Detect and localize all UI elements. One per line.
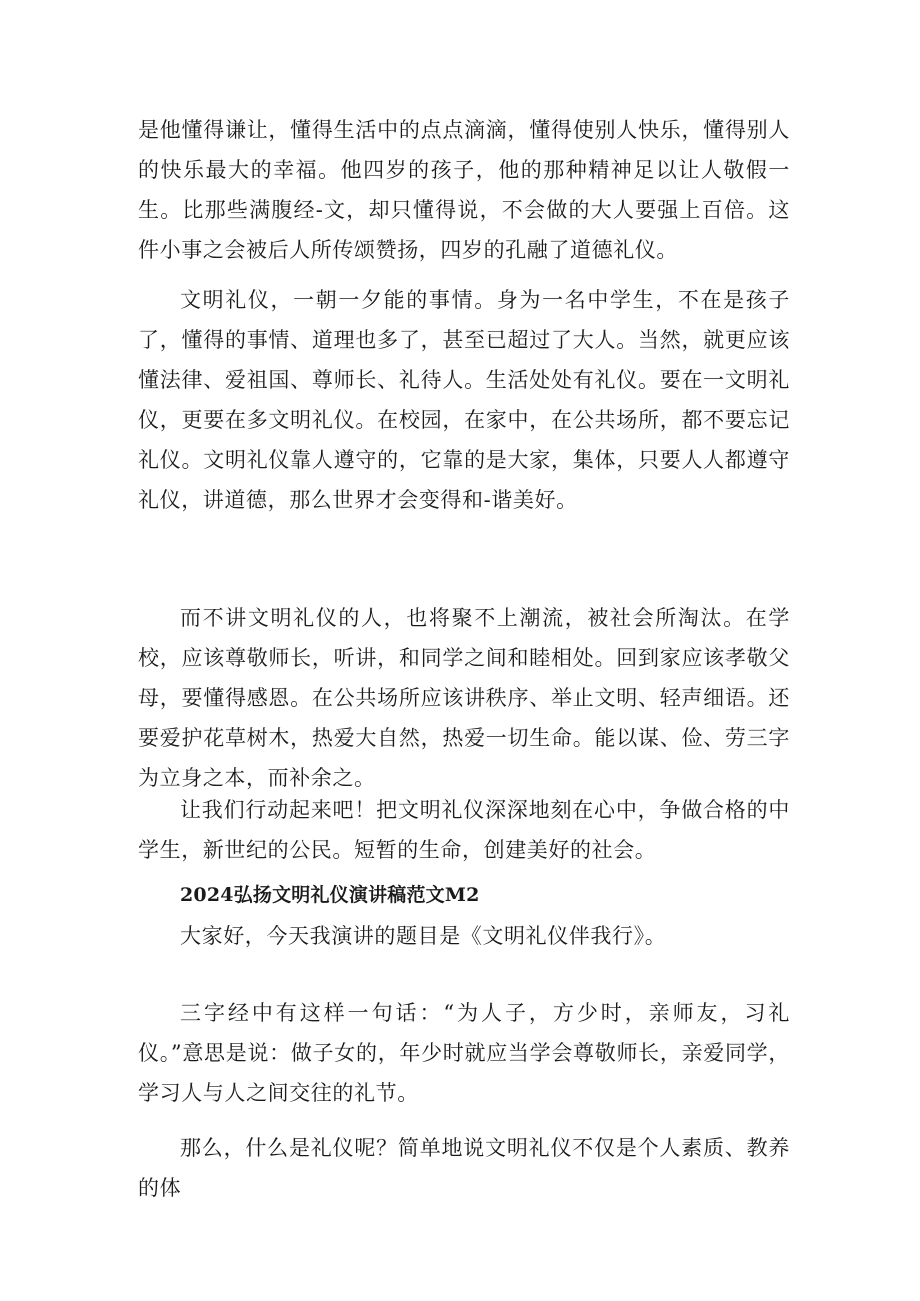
section-heading: 2024弘扬文明礼仪演讲稿范文M2: [180, 884, 480, 906]
paragraph-greeting: 大家好，今天我演讲的题目是《文明礼仪伴我行》。: [180, 924, 667, 948]
paragraph-what-is-etiquette: 那么，什么是礼仪呢？简单地说文明礼仪不仅是个人素质、教养的体: [138, 1136, 790, 1200]
paragraph-continuation: 是他懂得谦让，懂得生活中的点点滴滴，懂得使别人快乐，懂得别人的快乐最大的幸福。他四岁的孩子，他的那种精神足以让人敬假一生。比那些满腹经-文，却只懂得说，不会做的大人要强上百倍。这件小事之会被后人所传颂赞扬，四岁的孔融了道德礼仪。: [138, 118, 790, 262]
paragraph-call-to-action: 让我们行动起来吧！把文明礼仪深深地刻在心中，争做合格的中学生，新世纪的公民。短暂的生命，创建美好的社会。: [138, 798, 790, 862]
paragraph-civility-effort: 文明礼仪，一朝一夕能的事情。身为一名中学生，不在是孩子了，懂得的事情、道理也多了，甚至已超过了大人。当然，就更应该懂法律、爱祖国、尊师长、礼待人。生活处处有礼仪。要在一文明礼仪，更要在多文明礼仪。在校园，在家中，在公共场所，都不要忘记礼仪。文明礼仪靠人遵守的，它靠的是大家，集体，只要人人都遵守礼仪，讲道德，那么世界才会变得和-谐美好。: [138, 288, 790, 512]
paragraph-consequences: 而不讲文明礼仪的人，也将聚不上潮流，被社会所淘汰。在学校，应该尊敬师长，听讲，和同学之间和睦相处。回到家应该孝敬父母，要懂得感恩。在公共场所应该讲秩序、举止文明、轻声细语。还要爱护花草树木，热爱大自然，热爱一切生命。能以谋、俭、劳三字为立身之本，而补余之。: [138, 606, 790, 790]
paragraph-three-character-classic: 三字经中有这样一句话：“为人子，方少时，亲师友，习礼仪。”意思是说：做子女的，年少时就应当学会尊敬师长，亲爱同学，学习人与人之间交往的礼节。: [138, 1001, 790, 1105]
